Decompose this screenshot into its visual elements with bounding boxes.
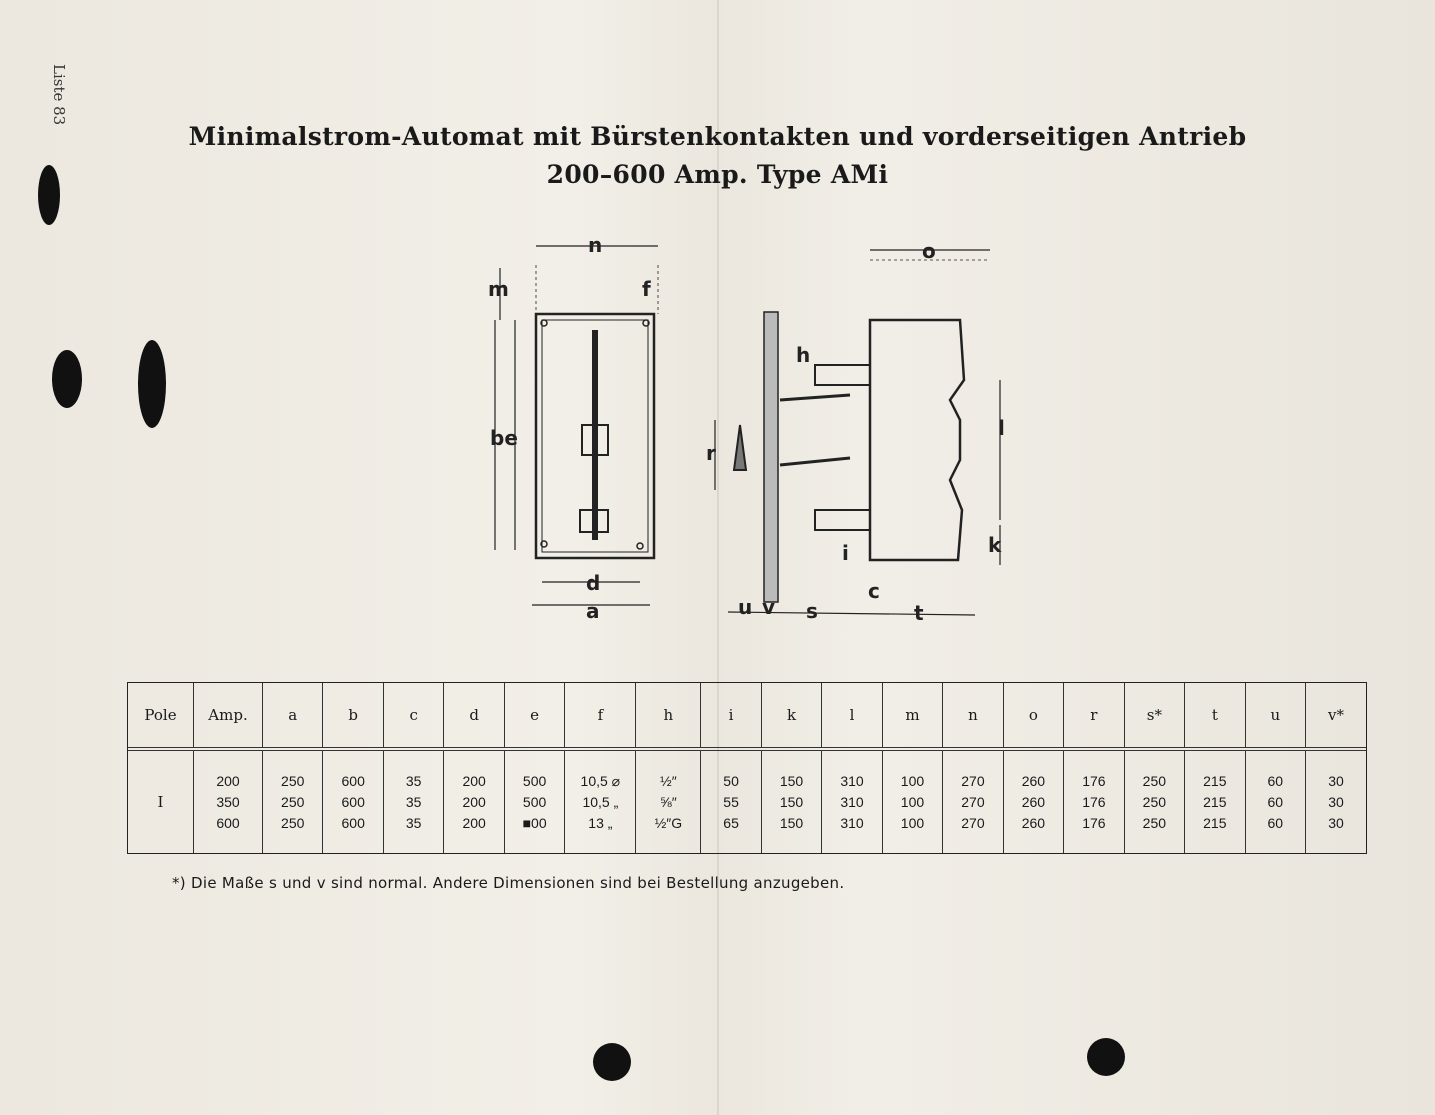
- cell-value: 30: [1328, 772, 1344, 789]
- cell-pole: I: [157, 793, 164, 811]
- cell-value: 250: [1142, 814, 1167, 831]
- header-f: f: [565, 683, 636, 749]
- dim-h: h: [796, 343, 811, 367]
- cell-value: 310: [840, 814, 864, 831]
- cell-value: 10,5 „: [582, 793, 619, 810]
- cell-value: 500: [522, 772, 547, 789]
- cell-value: 260: [1021, 814, 1046, 831]
- dim-a: a: [586, 599, 600, 623]
- header-h: h: [636, 683, 701, 749]
- header-n: n: [943, 683, 1003, 749]
- cell-value: 270: [961, 814, 985, 831]
- cell-value: 250: [1142, 793, 1167, 810]
- cell-col-r: [1064, 749, 1124, 853]
- ink-blot: [52, 350, 82, 408]
- header-l: l: [822, 683, 882, 749]
- cell-value: 270: [961, 793, 985, 810]
- dim-l: l: [998, 416, 1005, 440]
- cell-value: 100: [900, 814, 925, 831]
- cell-value: 600: [341, 772, 365, 789]
- cell-col-h: [636, 749, 701, 853]
- cell-value: 65: [723, 814, 739, 831]
- cell-value: ½″: [660, 772, 677, 789]
- header-t: t: [1185, 683, 1245, 749]
- dim-f: f: [642, 277, 651, 301]
- cell-value: 200: [462, 793, 486, 810]
- dim-t: t: [914, 601, 924, 625]
- cell-value: 10,5 ⌀: [580, 772, 621, 789]
- dim-i: i: [842, 541, 849, 565]
- cell-value: 250: [281, 793, 305, 810]
- dim-v: v: [762, 595, 776, 619]
- cell-value: 176: [1082, 793, 1106, 810]
- dim-r: r: [706, 441, 716, 465]
- cell-value: 35: [405, 793, 422, 810]
- cell-col-u: [1245, 749, 1305, 853]
- header-pole: Pole: [128, 683, 194, 749]
- table-header-row: [128, 683, 1366, 749]
- cell-value: 250: [1142, 772, 1167, 789]
- cell-value: ½″G: [654, 814, 683, 831]
- header-u: u: [1245, 683, 1305, 749]
- cell-col-amp: [194, 749, 263, 853]
- header-c: c: [383, 683, 443, 749]
- header-r: r: [1064, 683, 1124, 749]
- punch-hole: [1087, 1038, 1125, 1076]
- header-m: m: [882, 683, 942, 749]
- cell-value: 215: [1203, 772, 1227, 789]
- cell-value: 215: [1203, 814, 1227, 831]
- cell-value: 150: [779, 793, 804, 810]
- header-k: k: [761, 683, 821, 749]
- cell-value: 30: [1328, 793, 1344, 810]
- cell-value: ■00: [522, 814, 547, 831]
- punch-hole: [593, 1043, 631, 1081]
- dim-d: d: [586, 571, 601, 595]
- cell-value: 350: [216, 793, 240, 810]
- cell-value: 200: [462, 772, 486, 789]
- cell-value: 35: [405, 814, 422, 831]
- header-amp: Amp.: [194, 683, 263, 749]
- cell-col-v: [1306, 749, 1366, 853]
- dim-c: c: [868, 579, 880, 603]
- cell-col-f: [565, 749, 636, 853]
- cell-col-e: [504, 749, 564, 853]
- dimension-table: [127, 682, 1367, 854]
- dim-o: o: [922, 239, 936, 263]
- cell-value: 55: [723, 793, 739, 810]
- header-v: v*: [1306, 683, 1366, 749]
- cell-value: ⅝″: [660, 793, 677, 810]
- dim-u: u: [738, 595, 753, 619]
- cell-value: 260: [1021, 772, 1046, 789]
- dim-n: n: [588, 233, 603, 257]
- header-i: i: [701, 683, 761, 749]
- cell-value: 100: [900, 793, 925, 810]
- cell-value: 270: [961, 772, 985, 789]
- cell-value: 250: [281, 814, 305, 831]
- cell-col-s: [1124, 749, 1184, 853]
- cell-value: 260: [1021, 793, 1046, 810]
- document-title: [0, 118, 1435, 194]
- side-label: Liste 83: [50, 64, 68, 126]
- cell-value: 35: [405, 772, 422, 789]
- ink-blot: [138, 340, 166, 428]
- cell-col-m: [882, 749, 942, 853]
- cell-value: 100: [900, 772, 925, 789]
- header-b: b: [323, 683, 383, 749]
- cell-value: 200: [216, 772, 240, 789]
- cell-col-a: [263, 749, 323, 853]
- cell-col-o: [1003, 749, 1063, 853]
- header-d: d: [444, 683, 504, 749]
- dim-k: k: [988, 533, 1002, 557]
- cell-value: 310: [840, 793, 864, 810]
- cell-col-b: [323, 749, 383, 853]
- cell-value: 600: [216, 814, 240, 831]
- header-e: e: [504, 683, 564, 749]
- dim-s: s: [806, 599, 818, 623]
- cell-value: 600: [341, 793, 365, 810]
- ink-blot: [38, 165, 60, 225]
- cell-value: 600: [341, 814, 365, 831]
- side-view: [706, 239, 1005, 625]
- cell-col-n: [943, 749, 1003, 853]
- cell-value: 60: [1267, 814, 1284, 831]
- cell-value: 500: [522, 793, 547, 810]
- cell-col-l: [822, 749, 882, 853]
- cell-value: 176: [1082, 772, 1106, 789]
- header-s: s*: [1124, 683, 1184, 749]
- cell-col-c: [383, 749, 443, 853]
- footnote: *) Die Maße s und v sind normal. Andere Dimensionen sind bei Bestellung anzugeben.: [172, 874, 845, 892]
- cell-value: 60: [1267, 772, 1284, 789]
- cell-value: 30: [1328, 814, 1344, 831]
- table-row: [128, 749, 1366, 853]
- cell-value: 250: [281, 772, 305, 789]
- title-line-1: Minimalstrom-Automat mit Bürstenkontakten und vorderseitigen Antrieb: [188, 122, 1247, 151]
- cell-value: 60: [1267, 793, 1284, 810]
- cell-col-d: [444, 749, 504, 853]
- cell-value: 150: [779, 814, 804, 831]
- cell-value: 200: [462, 814, 486, 831]
- cell-value: 150: [779, 772, 804, 789]
- cell-value: 215: [1203, 793, 1227, 810]
- header-o: o: [1003, 683, 1063, 749]
- technical-drawing: [470, 230, 1010, 630]
- cell-col-t: [1185, 749, 1245, 853]
- dim-be: be: [490, 426, 518, 450]
- header-a: a: [263, 683, 323, 749]
- cell-value: 176: [1082, 814, 1106, 831]
- cell-col-i: [701, 749, 761, 853]
- front-view: [488, 233, 658, 623]
- cell-col-k: [761, 749, 821, 853]
- cell-value: 13 „: [588, 814, 613, 831]
- cell-value: 50: [723, 772, 739, 789]
- cell-value: 310: [840, 772, 864, 789]
- dim-m: m: [488, 277, 509, 301]
- title-line-2: 200–600 Amp. Type AMi: [546, 160, 889, 189]
